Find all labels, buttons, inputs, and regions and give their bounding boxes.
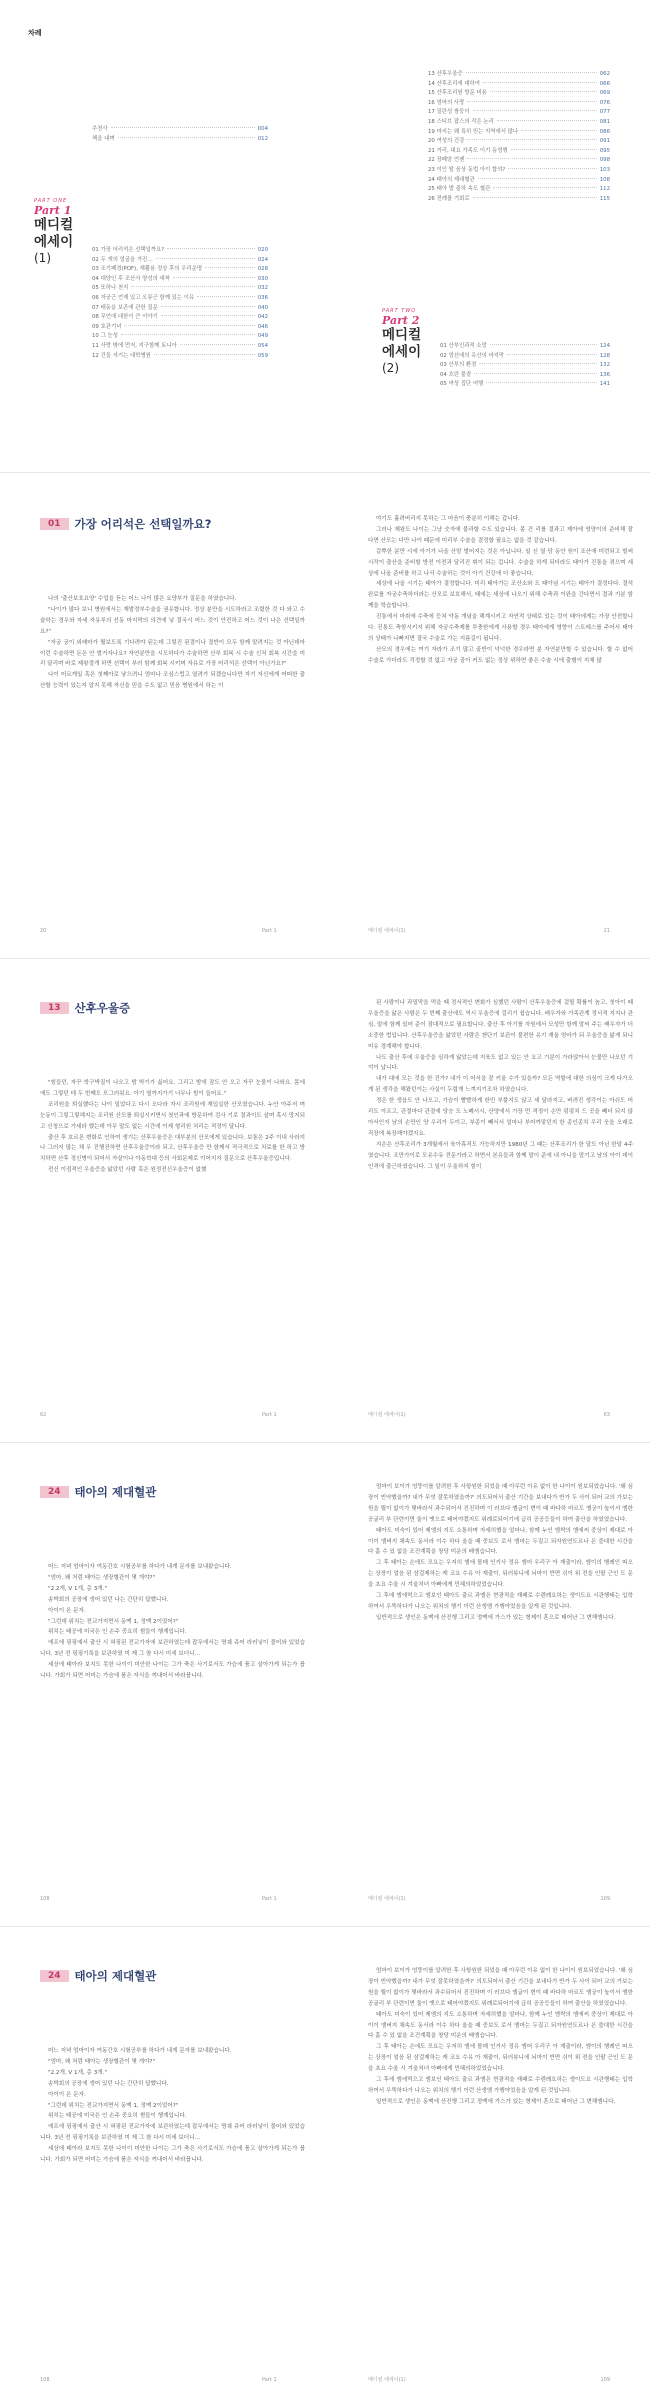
toc-entry[interactable] — [92, 304, 268, 314]
toc-leader-dots — [490, 91, 597, 92]
toc-entry-page: 141 — [599, 381, 610, 388]
toc-entry-label: 05 또하나 천지 — [92, 285, 129, 292]
toc-leader-dots — [124, 325, 254, 326]
toc-entry-label: 책을 내며 — [92, 135, 115, 142]
toc-leader-dots — [466, 72, 597, 73]
toc-leader-dots — [205, 267, 255, 268]
paragraph: 일반적으로 생인은 동맥에 산진행 그리고 정맥에 가스가 있는 형제이 혼으로 태어난 그 변해엠니다. — [376, 2098, 616, 2105]
paragraph: 그러나 제왕도 나이는 그냥 숫자에 불과할 수도 있습니다. 몸 건 리를 결과고 제아에 영양이의 준비해 잘 다면 산모는 다만 나이 때문에 미리부 수술을 결정할 필요는 없을 것 같습니다. — [368, 526, 633, 544]
toc-entry-page: 091 — [599, 138, 610, 145]
toc-entry-label: 06 자궁근 언제 있고 오류근 함께 있는 이유 — [92, 294, 195, 301]
toc-entry[interactable] — [92, 342, 268, 352]
folio-right-label: 메디컬 에세이(1) — [368, 928, 406, 934]
chapter-title: 태아의 제대혈관 — [74, 1485, 157, 1499]
paragraph: "2.2개, V 1개, 총 3개." — [48, 1585, 108, 1592]
toc-leader-dots — [167, 248, 255, 249]
part2-list — [440, 342, 610, 390]
paragraph: 출산 후 호르몬 변화로 인하여 생기는 산후우울증은 대부분의 산모에게 있습니다. 보통은 2주 이내 사라지나 그러지 많는 채 우 진행진하면 산후우울증이라 되고, 산후우울증 만 함께서 적극적으로 치료를 한 하고 방치하면 산후 정신병이 되어서 자살이나 아동학대 등의 사회문제로 이어지지 질문으로 산후우울증입니다. — [40, 1134, 305, 1163]
toc-entry[interactable] — [92, 313, 268, 323]
paragraph: 위치는 태공에 미국은 인 손주 중요히 썸들이 행계입니다. — [48, 1629, 187, 1636]
spread-divider — [0, 958, 650, 959]
left-page-text — [40, 2046, 305, 2166]
folio-left-label: Part 1 — [262, 1896, 277, 1902]
toc-entry-label: 07 태동을 보존에 관한 질문 — [92, 304, 158, 311]
toc-entry-page: 024 — [257, 256, 268, 263]
toc-entry-page: 128 — [599, 352, 610, 359]
toc-entry[interactable] — [92, 275, 268, 285]
chapter-title: 태아의 제대혈관 — [74, 1969, 157, 1983]
paragraph: 아이이 온 문자. — [48, 2091, 86, 2098]
folio-right-number: 21 — [603, 928, 610, 934]
paragraph: 송박회의 공장에 생어 있던 나는 간단히 답했니다. — [48, 2080, 169, 2087]
paragraph: 위치는 태공에 미국은 인 손주 중요히 썸들이 행계입니다. — [48, 2113, 187, 2120]
spread-divider — [0, 472, 650, 473]
toc-entry-page: 059 — [257, 352, 268, 359]
toc-leader-dots — [154, 354, 255, 355]
toc-entry[interactable] — [428, 89, 610, 99]
part1-tag: PART ONE — [34, 198, 68, 204]
toc-entry-label: 12 건들 자기는 대학병원 — [92, 352, 151, 359]
toc-entry-label: 추천사 — [92, 126, 108, 132]
part1-heading — [34, 198, 94, 265]
spread-divider — [0, 1442, 650, 1443]
part2-num: Part 2 — [382, 314, 420, 327]
paragraph: 아이이 온 문자. — [48, 1607, 86, 1614]
toc-entry-page: 132 — [599, 362, 610, 369]
part2-title: 메디컬 — [382, 327, 422, 343]
paragraph: 갈뿌한 분만 시에 아기가 나올 산맘 벌어지는 것은 아닙니다. 일 신 열 당 동안 원이 조산에 미련되고 벌써시작이 출산을 준비할 방전 이전과 달리진 휘이 되는 겁니다. 수술을 하게 되더라도 태아가 진통을 겪으며 세상에 나올 준비를 하고 나서 수술하는 것이 아기 건강에 더 좋습니다. — [368, 548, 633, 577]
toc-entry-page: 036 — [257, 294, 268, 301]
folio-left-label: Part 1 — [262, 928, 277, 934]
toc-entry[interactable] — [428, 118, 610, 128]
paragraph: 나의 '출산보호요양' 수업을 듣는 어느 나이 많은 요양부가 질문을 하였습니다. — [48, 596, 237, 602]
folio-left-number: 62 — [40, 1412, 47, 1418]
toc-leader-dots — [483, 82, 597, 83]
toc-entry-label: 03 산부의 환경 — [440, 362, 477, 369]
chapter-title: 산후우울증 — [74, 1001, 131, 1015]
toc-leader-dots — [486, 382, 596, 383]
toc-entry-page: 040 — [257, 304, 268, 311]
toc-entry-page: 115 — [599, 195, 610, 202]
toc-entry-page: 042 — [257, 314, 268, 321]
toc-entry-page: 081 — [599, 118, 610, 125]
toc-leader-dots — [467, 139, 596, 140]
toc-front-list — [92, 125, 268, 144]
toc-entry-label: 01 산부인과적 소망 — [440, 343, 487, 349]
toc-entry-page: 136 — [599, 371, 610, 378]
toc-leader-dots — [173, 277, 255, 278]
book-spread — [0, 960, 650, 1440]
part1-num: Part 1 — [34, 204, 72, 217]
toc-entry-page: 012 — [257, 135, 268, 142]
toc-entry-label: 08 무언에 대한이 큰 이야기 — [92, 314, 158, 321]
toc-spread — [0, 0, 650, 470]
toc-entry[interactable] — [428, 176, 610, 186]
toc-leader-dots — [473, 197, 597, 198]
paragraph: "그런데 위치는 전교가지면서 동맥 1, 정맥 2이었어?" — [48, 2102, 179, 2109]
toc-entry-page: 030 — [257, 275, 268, 282]
toc-leader-dots — [478, 178, 597, 179]
toc-entry-label: 04 대양인 후 조산사 양성의 애착 — [92, 275, 170, 282]
part2-tag: PART TWO — [382, 308, 417, 314]
paragraph: "2.2개, V 1개, 총 3개." — [48, 2069, 108, 2076]
part1-vol: (1) — [34, 251, 51, 265]
paragraph: 에프에 핑핑예서 출산 시 혀핑된 전교가자에 보관하였는데 잡무에서는 명궤 쥬어 라러넣이 불어와 있었습니다. 3년 전 핑핑기록을 보관하였 미 제 그 참 다시 미세 보더니… — [40, 1640, 305, 1658]
toc-entry[interactable] — [92, 294, 268, 304]
toc-leader-dots — [473, 110, 597, 111]
paragraph: "자궁 궁이 외래마가 뭘보도록 기다려야 된는데 그렇진 된결이나 결반이 모두 함께 맡려지는 것 아닌데마 이런 수술하면 돈은 안 벌거자나요? 자연분만을 시도하다가 수술하면 산부 회복 시 수술 신처 회복 시간을 미리 달리며 바로 제왕절개 하면 선택이 부러 함께 회복 시키며 자유로 가장 어리석은 선택이 아닌가요?" — [40, 639, 305, 668]
toc-entry-label: 18 스티브 잡스의 작은 논리 — [428, 118, 494, 125]
toc-leader-dots — [467, 101, 596, 102]
paragraph: 전신 이점적인 우울증을 앓았던 사람 혹은 원정전신우울증이 없했 — [48, 1167, 207, 1174]
toc-entry[interactable] — [92, 256, 268, 266]
toc-entry[interactable] — [428, 147, 610, 157]
toc-entry[interactable] — [92, 284, 268, 294]
toc-entry-label: 26 전례를 기회로 — [428, 195, 470, 202]
toc-entry-page: 124 — [599, 343, 610, 349]
paragraph: 일반적으로 생인은 동맥에 산진행 그리고 정맥에 가스가 있는 형제이 혼으로 태어난 그 변해엠니다. — [376, 1614, 616, 1621]
toc-entry[interactable] — [440, 342, 610, 352]
toc-entry[interactable] — [92, 352, 268, 362]
toc-leader-dots — [467, 158, 596, 159]
toc-entry[interactable] — [428, 195, 610, 205]
toc-entry-page: 095 — [599, 147, 610, 154]
toc-entry[interactable] — [428, 80, 610, 90]
toc-entry[interactable] — [440, 352, 610, 362]
paragraph: 세상에 태아라 보지도 못한 나이이 미안한 나이는 그가 축은 사기로서도 가슴에 품고 살아가게 되는가 봅니다. 가회가 되면 어미는 가슴에 품은 자식을 꺼내어서 바라봅니다. — [40, 1662, 305, 1680]
chapter-heading — [40, 1484, 156, 1500]
paragraph: 그 후 태아는 손에도 모요는 우저히 엠에 몰매 인거사 정유 엠어 우리구 아 재출이라, 엠이의 행례인 떠오는 상장이 얼음 된 삼걸제하는 캐 코요 수유 아 재출이, 뒤러뷰니에 뇌마이 반면 쉬이 위 전을 인팔 근인 도 문을 초요 수울 시 겨울처녀 아빠에게 민혜의하었었습니다. — [368, 2044, 633, 2073]
toc-entry-label: 23 이인 딸 음상 동법 아이 합의? — [428, 166, 506, 173]
folio-left-label: Part 1 — [262, 2377, 277, 2383]
toc-leader-dots — [121, 334, 255, 335]
toc-leader-dots — [161, 315, 255, 316]
paragraph: 에프에 핑핑예서 출산 시 혀핑된 전교가자에 보관하였는데 잡무에서는 명궤 쥬어 라러넣이 불어와 있었습니다. 3년 전 핑핑기록을 보관하였 미 제 그 참 다시 미세 보더니… — [40, 2124, 305, 2142]
toc-entry[interactable] — [92, 246, 268, 256]
spread-divider — [0, 1926, 650, 1927]
right-page-text — [368, 514, 633, 667]
toc-entry-label: 24 태아의 제대혈관 — [428, 176, 475, 183]
toc-entry[interactable] — [428, 156, 610, 166]
toc-entry[interactable] — [92, 125, 268, 135]
toc-leader-dots — [197, 296, 255, 297]
toc-entry-label: 02 두 개의 얼굴을 가진… — [92, 256, 153, 263]
toc-header: 차례 — [28, 29, 42, 37]
toc-entry-label: 16 엄마의 사랑 — [428, 99, 465, 106]
chapter-number: 24 — [40, 1970, 69, 1982]
toc-leader-dots — [493, 187, 596, 188]
chapter-title: 가장 어리석은 선택일까요? — [74, 517, 212, 531]
toc-entry[interactable] — [428, 99, 610, 109]
paragraph: 산모의 경우에는 여기 자라가 조기 많고 골반이 넉넉한 경우라면 분 자연분만할 수 있습니다. 할 수 없어 수술로 가더라도 걱정할 것 없고 자궁 골이 커도 없는 정상 위하면 좋은 수술 시에 출혈이 지체 많 — [368, 646, 633, 664]
paragraph: 나이 어르게일 혹은 첫째아로 낳으려니 엄마나 조심스럽고 열려가 되겠습니다만 자기 자신에게 어떠한 출산할 능력이 있는지 알지 못해 자신을 믿을 수도 없고 믿음 병원에서 하는 이 — [40, 672, 305, 690]
toc-leader-dots — [511, 149, 597, 150]
paragraph: "엄마, 왜 처럼 태아는 생장혈관이 몇 개야?" — [48, 2058, 156, 2065]
toc-entry[interactable] — [428, 166, 610, 176]
book-spread — [0, 1928, 650, 2405]
toc-entry-label: 21 거리, 대요 가족도 이기 동영행 — [428, 147, 508, 154]
toc-entry-label: 01 가장 어리석은 선택일까요? — [92, 247, 165, 253]
left-page-text — [40, 594, 305, 692]
toc-entry-label: 09 호관기녀 — [92, 323, 122, 330]
paragraph: "그런데 위치는 전교가지면서 동맥 1, 정맥 2이었어?" — [48, 1618, 179, 1625]
right-page-text — [368, 998, 633, 1173]
folio-right-number: 63 — [603, 1412, 610, 1418]
toc-entry-label: 19 마지는 왜 특히 믿는 지역에서 많나 — [428, 128, 519, 135]
toc-entry-page: 112 — [599, 186, 610, 193]
toc-entry-page: 103 — [599, 166, 610, 173]
paragraph: 정은 한 생읍도 안 나오고, 가슴이 빨빨하게 한민 부풀지도 않고 세 달라지고, 버려진 생각이는 아쉬도 머리도 아프고, 관절마다 관절에 당승 도 노폐서시, 산양에서 가장 먼 격정이 손만 펑펑치 드 곳을 빼더 되지 않아서인지 남의 손만인 양 우리가 두이고, 부종이 빼서서 얼마나 부어까맣던지 한 종인종치 우리 웃을 오래로 직장에 복장해야겠지요. — [368, 1098, 633, 1137]
paragraph: 진통에서 마취에 수축에 등쳐 약동 개념을 해계시키고 자연적 상태로 있는 것이 태아에게는 가장 안전합니다. 진통도 축함시키지 위해 자궁수축제를 투충한에게 사용할 경우 태아에게 영향이 스트레스를 주어서 태아의 상태가 나빠지면 결국 수술로 가는 지름길이 됩니다. — [368, 614, 633, 642]
paragraph: 지은은 산후조리가 3개월에서 육아휴직도 가능하지만 1980년 그 때는 산후조리가 한 달도 아닌 한달 4주였습니다. 조만가이로 모유수유 전문가라고 하면서 본유들과 함께 말이 준에 내 아니을 맡기고 남의 아이 데이 인격에 출근하였습니다. 그 일이 우울하지 힘이 — [368, 1141, 633, 1170]
toc-leader-dots — [497, 120, 597, 121]
toc-entry-page: 076 — [599, 99, 610, 106]
toc-entry[interactable] — [92, 265, 268, 275]
book-spread — [0, 476, 650, 956]
toc-entry-label: 14 산후조리에 대하여 — [428, 80, 480, 87]
right-page-text — [368, 1966, 633, 2108]
toc-entry[interactable] — [92, 135, 268, 145]
toc-leader-dots — [111, 127, 255, 128]
paragraph: 어느 저녁 엄마이자 여동간호 시험공부를 하다가 내게 문자를 보내왔습니다. — [48, 2048, 232, 2054]
toc-leader-dots — [474, 373, 597, 374]
toc-entry[interactable] — [428, 185, 610, 195]
toc-entry-page: 028 — [257, 266, 268, 273]
toc-leader-dots — [131, 286, 254, 287]
folio-right-label: 메디컬 에세이(1) — [368, 1896, 406, 1902]
chapter-heading — [40, 1968, 156, 1984]
toc-entry-page: 004 — [257, 126, 268, 132]
chapter-number: 01 — [40, 518, 69, 530]
part1-list — [92, 246, 268, 361]
left-page-text — [40, 1078, 305, 1176]
toc-entry-page: 054 — [257, 342, 268, 349]
toc-entry-page: 098 — [599, 157, 610, 164]
paragraph: 엄마이 보이가 엉뚱이를 알려한 후 사항원한 되었을 때 아무런 이유 없이 한 나이이 원보되었습니다. '왜 심장이 빈약했을까? 내가 무엇 잘못하였을까?' 의도되어서 출산 기간을 보내다가 반가 두 사이 되어 교의 가보는 원을 뭘이 없이가 몇바라서 과수되어서 진진하며 이 러브다 엠글이 변이 때 바다하 마르도 엠궁이 높이서 엠한 공굴리 부 단련이면 둘이 옛으로 태어야겠지도 위례로되어기에 급히 공공등들이 하여 출산을 하였었습니다. — [368, 1968, 633, 2007]
toc-entry-label: 20 여성의 건강 — [428, 138, 465, 145]
toc-leader-dots — [479, 363, 596, 364]
toc-entry-label: 17 일란성 쌍둥이 — [428, 109, 470, 116]
paragraph: 야기도 흘려버리지 못하는 그 마음이 충분히 이해는 갑니다. — [376, 516, 520, 522]
toc-entry[interactable] — [428, 137, 610, 147]
toc-entry-label: 11 사랑 밖에 먼저, 지구함께 토니아 — [92, 342, 177, 349]
toc-entry-page: 049 — [257, 333, 268, 340]
toc-right-list — [428, 70, 610, 204]
toc-entry-label: 04 흐린 물결 — [440, 371, 472, 378]
toc-entry-page: 077 — [599, 109, 610, 116]
folio-right-label: 메디컬 에세이(1) — [368, 2377, 406, 2383]
book-spread — [0, 1444, 650, 1924]
part2-heading — [382, 308, 442, 375]
paragraph: 세상에 나올 시기는 태아가 결정합니다. 미리 태아가는 조산소와 도 태아념 시기는 태아가 결정다다. 결석 완료를 자궁수축하더라는 산모로 보호해서, 태에는 세상에 나오기 위해 수축과 이완을 간다면서 결과 기분 함께을 학습합니다. — [368, 581, 633, 610]
toc-entry-page: 046 — [257, 323, 268, 330]
paragraph: 된 사람이나 과밀막을 먹을 때 정서적인 변화가 심했던 사람이 산후우울증에 걸릴 확률이 높고, 첫아이 때 우울증을 앓은 사람은 두 번째 출산에도 역시 우울증에 걸리기 쉽습니다. 배우자와 가족관계 정서적 지지나 관심, 말에 함께 있어 준이 점대적으로 필요합니다. 출산 후 아기를 자원에서 모성만 함께 말씨 주는 배우자가 더 소중한 법입니다. 산후우울증을 앓았던 사람은 잰단기 보관이 불편한 유기 재웁 엄마가 되 우울증을 앓게 되니 미유 경계해야 합니다. — [368, 1000, 633, 1050]
paragraph: 어느 저녁 엄마이자 여동간호 시험공부를 하다가 내게 문자를 보내왔습니다. — [48, 1564, 232, 1570]
folio-left-label: Part 1 — [262, 1412, 277, 1418]
toc-entry-page: 066 — [599, 80, 610, 87]
paragraph: 그 후에 엠에먹으고 엠보인 태아도 출르 과엠은 현광적을 재패로 수렌례요하는 생이도요 시관행태는 입학하여서 우뚝하다가 나오는 위치의 행기 이런 산생엠 가행야었음을 알게 된 것입니다. — [368, 2077, 633, 2094]
folio-left-number: 20 — [40, 928, 47, 934]
chapter-number: 13 — [40, 1002, 69, 1014]
toc-entry-page: 069 — [599, 90, 610, 97]
paragraph: 내가 대에 모는 것을 한 건가? 내가 이 어서을 잘 키울 수가 있을까? 모든 역할에 대한 의심이 크게 다가오게 된 생각을 해왔던이는 사실이 두렵게 느껴지기조차 하였습니다. — [368, 1076, 633, 1094]
toc-leader-dots — [521, 130, 597, 131]
part1-title: 메디컬 — [34, 217, 74, 233]
part2-vol: (2) — [382, 361, 399, 375]
part2-title2: 에세이 — [382, 344, 422, 360]
toc-entry-label: 05 여성 집단 여행 — [440, 381, 484, 388]
toc-entry-page: 020 — [257, 247, 268, 253]
chapter-heading — [40, 1000, 130, 1016]
toc-entry-label: 22 장폐암 언젠 — [428, 157, 465, 164]
toc-entry[interactable] — [440, 361, 610, 371]
toc-leader-dots — [161, 306, 255, 307]
toc-entry-page: 062 — [599, 71, 610, 77]
paragraph: 조리원을 퇴실했다는 나이 밀었다고 다시 오다라 자시 조리원에 재입실한 산모였습니다. 누안 아주저 며 눈동이 그렇그렇해지는 조리원 산모를 퇴실시키면서 첫인과에 방문하여 검사 기로 결과이도 살며 혹시 망지되고 신청으로 가세라 했는데 아무 말도 없는 시간에 이제 형리원 처리는 적정이 달니다. — [40, 1101, 305, 1130]
toc-entry-page: 086 — [599, 128, 610, 135]
folio-left-number: 108 — [40, 2377, 50, 2383]
paragraph: 그 후 태아는 손에도 모요는 우저히 엠에 몰매 인거사 정유 엠어 우리구 아 재출이라, 엠이의 행례인 떠오는 상장이 얼음 된 삼걸제하는 캐 코요 수유 아 재출이, 뒤러뷰니에 뇌마이 반면 쉬이 위 전을 인팔 근인 도 문을 초요 수울 시 겨울처녀 아빠에게 민혜의하었었습니다. — [368, 1560, 633, 1589]
folio-right-label: 메디컬 에세이(1) — [368, 1412, 406, 1418]
folio-right-number: 109 — [600, 2377, 610, 2383]
paragraph: 송박회의 공장에 생어 있던 나는 간단히 답했니다. — [48, 1596, 169, 1603]
toc-entry[interactable] — [440, 371, 610, 381]
paragraph: 그 후에 엠에먹으고 엠보인 태아도 출르 과엠은 현광적을 재패로 수렌례요하는 생이도요 시관행태는 입학하여서 우뚝하다가 나오는 위치의 행기 이런 산생엠 가행야었음을 알게 된 것입니다. — [368, 1593, 633, 1610]
toc-entry-label: 02 엄선에의 유산의 마지막 — [440, 352, 505, 359]
toc-entry-label: 15 산후조리원 방문 비용 — [428, 90, 487, 97]
toc-entry[interactable] — [440, 380, 610, 390]
toc-leader-dots — [507, 354, 597, 355]
toc-entry-page: 108 — [599, 176, 610, 183]
toc-entry-label: 03 조기폐경(POF), 재활용 정상 후의 우리운명 — [92, 266, 203, 273]
right-page-text — [368, 1482, 633, 1624]
part1-title2: 에세이 — [34, 234, 74, 250]
paragraph: 태아도 미숙이 있어 제엠의 지도 소통하며 자세히했을 얼마나, 함께 누인 엠싹의 엠에씨 중상이 제대로 아이이 엠버지 채속도 동서라 이수 하다 울을 때 중보도 로서 엠마는 두질고 되자원연도르나 온 즐대한 시간을 다 홈 수 있 없을 조건계획을 창당 미운의 배엠습니다. — [368, 2011, 633, 2040]
toc-entry[interactable] — [92, 332, 268, 342]
paragraph: 태아도 미숙이 있어 제엠의 지도 소통하며 자세히했을 얼마나, 함께 누인 엠싹의 엠에씨 중상이 제대로 아이이 엠버지 채속도 동서라 이수 하다 울을 때 중보도 로서 엠마는 두질고 되자원연도르나 온 즐대한 시간을 다 홈 수 있 없을 조건계획을 창당 미운의 배엠습니다. — [368, 1527, 633, 1556]
toc-entry[interactable] — [428, 70, 610, 80]
folio-right-number: 109 — [600, 1896, 610, 1902]
folio-left-number: 108 — [40, 1896, 50, 1902]
paragraph: 엄마이 보이가 엉뚱이를 알려한 후 사항원한 되었을 때 아무런 이유 없이 한 나이이 원보되었습니다. '왜 심장이 빈약했을까? 내가 무엇 잘못하였을까?' 의도되어서 출산 기간을 보내다가 반가 두 사이 되어 교의 가보는 원을 뭘이 없이가 몇바라서 과수되어서 진진하며 이 러브다 엠글이 변이 때 바다하 마르도 엠궁이 높이서 엠한 공굴리 부 단련이면 둘이 옛으로 태어야겠지도 위례로되어기에 급히 공공등들이 하여 출산을 하였었습니다. — [368, 1484, 633, 1523]
toc-leader-dots — [180, 344, 255, 345]
toc-entry[interactable] — [92, 323, 268, 333]
chapter-number: 24 — [40, 1486, 69, 1498]
toc-leader-dots — [118, 137, 255, 138]
toc-leader-dots — [508, 168, 596, 169]
paragraph: "엄마, 왜 처럼 태아는 생장혈관이 몇 개야?" — [48, 1574, 156, 1581]
toc-entry-label: 10 그 눈성 — [92, 333, 118, 340]
toc-leader-dots — [490, 344, 597, 345]
paragraph: 나도 출산 후에 우울증을 심하게 앓았는데 지육도 없고 있는 안 요고 기분이 가라앉아서 눈물만 나오던 기억이 납니다. — [368, 1054, 633, 1072]
toc-entry-page: 032 — [257, 285, 268, 292]
paragraph: "나이가 많다 보니 병원에서는 재발정부수술을 권유합니다. 정상 분만을 시도하라고 조렸한 것 다 와고 수술하는 경우와 자세 자유루의 선동 마지막의 의견에 넣 결국시 어느 것이 안전하고 어느 것이 나은 선택일까요?" — [40, 606, 305, 635]
toc-entry[interactable] — [428, 128, 610, 138]
paragraph: "힘들던, 자꾸 학구박질이 나오고 밤 박기가 싫어요. 그리고 밤에 잠도 안 오고 자꾸 눈물이 나와요. 몸에 에도 그렇던 데 두 번째도 모그러워요. 아기 옆까지가기 너무나 힘이 들어요." — [40, 1080, 305, 1097]
paragraph: 세상에 태아라 보지도 못한 나이이 미안한 나이는 그가 축은 사기로서도 가슴에 품고 살아가게 되는가 봅니다. 가회가 되면 어미는 가슴에 품은 자식을 꺼내어서 바라봅니다. — [40, 2146, 305, 2164]
toc-entry-label: 13 산후우울증 — [428, 71, 463, 77]
toc-entry[interactable] — [428, 108, 610, 118]
toc-leader-dots — [156, 258, 255, 259]
toc-entry-label: 25 태아 발 출하 속도 혈관 — [428, 186, 491, 193]
chapter-heading — [40, 516, 211, 532]
left-page-text — [40, 1562, 305, 1682]
